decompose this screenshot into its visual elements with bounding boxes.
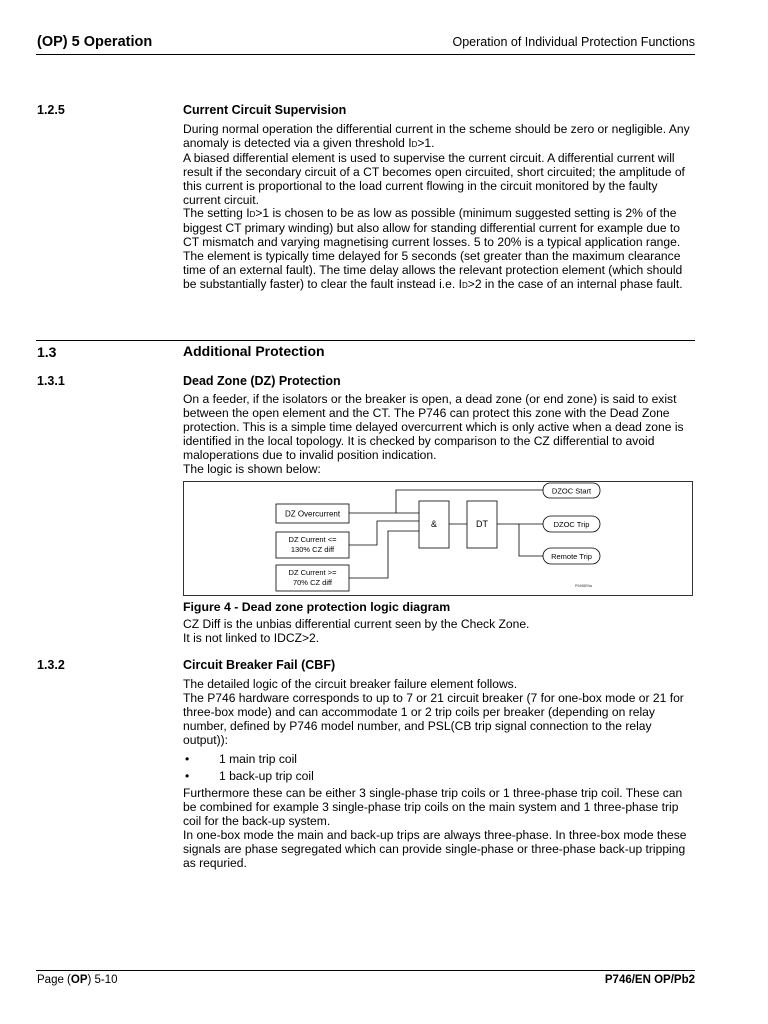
dz-current-ge-label-2: 70% CZ diff — [292, 578, 333, 587]
paragraph — [183, 207, 698, 250]
paragraph: The detailed logic of the circuit breaker failure element follows. — [183, 677, 518, 691]
footer-rule — [36, 970, 695, 971]
text: ) 5-10 — [87, 974, 118, 986]
section-number-1-3-1: 1.3.1 — [37, 374, 65, 388]
chapter-title: (OP) 5 Operation — [37, 34, 153, 50]
section-number-1-3-2: 1.3.2 — [37, 658, 65, 672]
paragraph: On a feeder, if the isolators or the breaker is open, a dead zone (or end zone) is said to exist between the open element and the CT. The P746 can protect this zone with the Dead Zone protection. This is a simple time delayed overcurrent which is only active when a dead zone is identified in the local topology. It is checked by comparison to the CZ differential to avoid maloperations due to invalid position indication. — [183, 392, 684, 462]
paragraph — [183, 123, 698, 152]
text: >2 in the case of an internal phase fault. — [467, 276, 683, 291]
bullet-glyph: • — [185, 752, 190, 766]
paragraph: In one-box mode the main and back-up trips are always three-phase. In three-box mode these signals are phase segregated which can provide single-phase or three-phase back-up tripping as requried. — [183, 827, 687, 870]
text: >1 is chosen to be as low as possible (minimum suggested setting is 2% of the biggest CT primary winding) but also allow for standing differential current for example due to CT mismatch and varying magnetising current losses. 5 to 20% is a typical application range. — [183, 206, 681, 250]
dz-current-ge-label-1: DZ Current >= — [288, 568, 337, 577]
remote-trip-label: Remote Trip — [551, 552, 592, 561]
section-title-1-3-2: Circuit Breaker Fail (CBF) — [183, 658, 336, 672]
paragraph: The P746 hardware corresponds to up to 7 or 21 circuit breaker (7 for one-box mode or 21 for three-box mode) and can accommodate 1 or 2 trip coils per breaker (depending on relay number, defined by P746 model number, and PSL(CB trip signal connection to the relay output)): — [183, 690, 684, 747]
section-number-1-3: 1.3 — [37, 344, 57, 360]
section-body-1-3-2 — [183, 678, 698, 748]
list-item — [183, 770, 698, 787]
figure-notes — [183, 618, 698, 646]
paragraph: CZ Diff is the unbias differential current seen by the Check Zone. — [183, 617, 530, 631]
text: Page ( — [37, 974, 71, 986]
paragraph: A biased differential element is used to supervise the current circuit. A differential current will result if the secondary circuit of a CT becomes open circuited, short circuited; the amplitude of this current is proportional to the load current flowing in the circuit monitored by the faulty current circuit. — [183, 150, 685, 207]
list-item-text: 1 main trip coil — [219, 752, 297, 766]
section-title-1-2-5: Current Circuit Supervision — [183, 103, 347, 117]
trip-coil-list — [183, 753, 698, 787]
subscript: D — [461, 280, 468, 290]
paragraph: Furthermore these can be either 3 single-phase trip coils or 1 three-phase trip coil. These can be combined for example 3 single-phase trip coils on the main system and 1 three-phase trip coil for the back-up system. — [183, 786, 683, 828]
text: The setting I — [183, 206, 250, 221]
page-number — [37, 974, 118, 986]
figure-caption: Figure 4 - Dead zone protection logic diagram — [183, 600, 451, 614]
section-body-1-3-2-cont — [183, 787, 698, 870]
dz-current-le-label-2: 130% CZ diff — [290, 545, 335, 554]
section-number-1-2-5: 1.2.5 — [37, 103, 65, 117]
and-gate-label: & — [430, 519, 438, 529]
section-title-1-3: Additional Protection — [183, 343, 325, 359]
dead-zone-logic-diagram — [183, 481, 693, 596]
dz-current-le-label-1: DZ Current <= — [288, 535, 337, 544]
document-reference: P746/EN OP/Pb2 — [604, 974, 695, 986]
dzoc-trip-label: DZOC Trip — [553, 520, 590, 529]
list-item-text: 1 back-up trip coil — [219, 769, 314, 783]
section-body-1-2-5 — [183, 123, 698, 293]
paragraph: The logic is shown below: — [183, 461, 321, 476]
section-title-1-3-1: Dead Zone (DZ) Protection — [183, 374, 341, 388]
dz-overcurrent-label: DZ Overcurrent — [284, 509, 341, 519]
dt-timer-label: DT — [476, 519, 488, 529]
header-section-title: Operation of Individual Protection Functions — [452, 35, 695, 49]
bullet-glyph: • — [185, 769, 190, 783]
text: During normal operation the differential current in the scheme should be zero or negligible. Any anomaly is detected via a given threshold I — [183, 122, 690, 150]
text: >1. — [417, 135, 435, 150]
text: OP — [70, 974, 88, 986]
section-rule — [36, 340, 695, 341]
list-item — [183, 753, 698, 770]
paragraph: It is not linked to IDCZ>2. — [183, 630, 320, 645]
dzoc-start-label: DZOC Start — [551, 486, 592, 496]
section-body-1-3-1 — [183, 393, 698, 476]
header-rule — [36, 54, 695, 55]
subscript: D — [411, 139, 418, 149]
subscript: D — [249, 210, 256, 220]
paragraph — [183, 250, 698, 293]
text: The element is typically time delayed for 5 seconds (set greater than the maximum clearance time of an external fault). The time delay allows the relevant protection element (which should be substantially faster) to clear the fault instead i.e. I — [183, 249, 683, 291]
diagram-reference: P0498ENa — [575, 584, 592, 588]
